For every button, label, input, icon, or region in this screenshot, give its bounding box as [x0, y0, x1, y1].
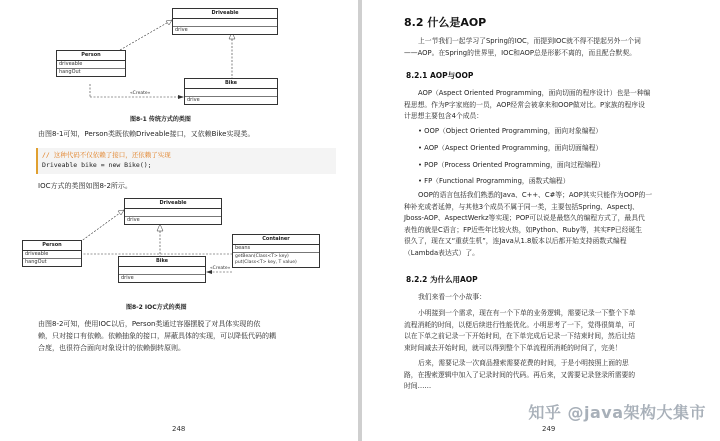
paradigms-paragraph — [404, 190, 696, 259]
fig2-driveable-ops: drive — [127, 217, 140, 223]
story2-line: 路，在搜索逻辑中加入了记录时间的代码。再后来，又需要记录登录所需要的 — [404, 370, 636, 379]
fig1-driveable-title: Driveable — [173, 9, 277, 19]
intro-paragraph — [404, 36, 696, 59]
fig2-container-box — [232, 234, 320, 268]
paradigms-line: 种补充或者延伸，与其他3个成员不属于同一类，主要包括Spring、AspectJ、 — [404, 202, 639, 211]
paradigms-line: Jboss-AOP、AspectWerkz等实现；POP可以说是最悠久的编程方式了，最具代 — [404, 214, 645, 222]
page-number-left: 248 — [172, 425, 186, 433]
fig2-driveable-title: Driveable — [125, 199, 221, 209]
story-intro — [404, 292, 696, 304]
fig2-container-ops — [233, 253, 319, 267]
aop-line: 程思想。作为P字家庭的一员，AOP经常会被拿来和OOP做对比。P家族的程序设 — [404, 100, 645, 109]
subsection-why-aop: 8.2.2 为什么用AOP — [406, 275, 478, 284]
aop-line: AOP（Aspect Oriented Programming，面向切面的程序设计）也是一种编 — [418, 89, 651, 97]
fig1-person-title: Person — [57, 51, 125, 61]
section-title: 8.2 什么是AOP — [404, 16, 487, 29]
bullet-pop: • POP（Process Oriented Programming，面向过程编程） — [418, 161, 605, 169]
right-page — [362, 0, 720, 441]
story1-line: 束时间减去开始时间，就可以得到整个下单流程所消耗的时间了，完美！ — [404, 343, 622, 352]
fig1-create-label: «Create» — [130, 91, 151, 96]
code-comment: // 这种代码不仅依赖了接口，还依赖了实现 — [42, 151, 171, 159]
story1-line: 流程消耗的时间，以便后续进行性能优化。小明思考了一下，觉得很简单，可 — [404, 320, 636, 329]
paradigms-line: OOP的语言包括我们熟悉的Java、C++、C#等；AOP其实只能作为OOP的一 — [418, 191, 653, 199]
para-ioc-intro: IOC方式的类图如图8-2所示。 — [38, 182, 132, 190]
fig2-person-ops: hangOut — [25, 259, 47, 265]
fig2-person-attr: driveable — [23, 251, 81, 259]
fig2-bike-title: Bike — [119, 257, 205, 267]
fig1-bike-title: Bike — [185, 79, 277, 89]
para-ioc-conclusion-line: 赖，只对接口有依赖。依赖抽象的接口，屏蔽具体的实现，可以降低代码的耦 — [38, 332, 276, 340]
fig2-person-title: Person — [23, 241, 81, 251]
paradigms-line: 很久了，现在又“重获生机”，连Java从1.8版本以后都开始支持函数式编程 — [404, 237, 627, 245]
paradigms-line: （Lambda表达式）了。 — [404, 248, 479, 257]
fig1-person-ops: hangOut — [59, 69, 81, 75]
aop-line: 计思想主要包含4个成员： — [404, 112, 484, 120]
fig2-container-op-put: put(Class<T> key, T value) — [235, 260, 297, 265]
para-ioc-conclusion — [38, 318, 348, 354]
subsection-aop-oop: 8.2.1 AOP与OOP — [406, 71, 474, 80]
bullet-fp: • FP（Functional Programming，函数式编程） — [418, 177, 570, 185]
para-ioc-conclusion-line: 合度，也很符合面向对象设计的依赖倒转原则。 — [38, 344, 185, 352]
story-intro-line: 我们来看一个小故事： — [418, 293, 486, 301]
story-paragraph-1 — [404, 308, 696, 354]
aop-definition-paragraph — [404, 88, 696, 123]
fig1-driveable-box — [172, 8, 278, 35]
story2-line: 后来，需要记录一次商品搜索需要花费的时间，于是小明按照上面的思 — [418, 359, 629, 367]
fig1-caption: 图8-1 传统方式的类图 — [130, 116, 191, 123]
story1-line: 以在下单之前记录一下开始时间，在下单完成后记录一下结束时间，然后让结 — [404, 332, 636, 340]
fig1-person-box — [56, 50, 126, 77]
fig1-bike-ops: drive — [187, 97, 200, 103]
fig2-caption: 图8-2 IOC方式的类图 — [126, 304, 187, 311]
fig2-person-box — [22, 240, 82, 267]
para-ioc-conclusion-line: 由图8-2可知，使用IOC以后，Person类通过容器摆脱了对具体实现的依 — [38, 320, 261, 328]
bullet-oop: • OOP（Object Oriented Programming，面向对象编程） — [418, 127, 603, 135]
fig2-bike-ops: drive — [121, 275, 134, 281]
story1-line: 小明接到一个需求，现在有一个下单的业务逻辑，需要记录一下整个下单 — [418, 309, 636, 317]
fig1-driveable-ops: drive — [175, 27, 188, 33]
code-line: Driveable bike = new Bike(); — [42, 161, 152, 169]
code-block — [36, 148, 336, 174]
fig2-container-op-get: getBean(Class<T> key) — [235, 254, 289, 259]
fig2-bike-box — [118, 256, 206, 283]
para-fig1-desc: 由图8-1可知，Person类既依赖Driveable接口，又依赖Bike实现类。 — [38, 130, 255, 138]
fig2-container-attr: beans — [233, 245, 319, 253]
fig2-create-label: «Create» — [210, 266, 231, 271]
story-paragraph-2 — [404, 358, 696, 393]
paradigms-line: 表性的就是C语言；FP近些年比较火热，如Python、Ruby等，其实FP已经诞生 — [404, 225, 643, 234]
fig1-bike-box — [184, 78, 278, 105]
bullet-aop: • AOP（Aspect Oriented Programming，面向切面编程） — [418, 144, 603, 152]
zhihu-watermark: 知乎 @java架构大集市 — [528, 403, 706, 422]
intro-line: 上一节我们一起学习了Spring的IOC，而提到IOC就不得不提起另外一个词 — [418, 37, 641, 45]
story2-line: 时间…… — [404, 382, 432, 390]
fig2-container-title: Container — [233, 235, 319, 245]
page-number-right: 249 — [542, 425, 556, 433]
fig1-person-attr: driveable — [57, 61, 125, 69]
fig2-driveable-box — [124, 198, 222, 225]
left-page — [0, 0, 358, 441]
intro-line: ——AOP。在Spring的世界里，IOC和AOP总是形影不离的，而且配合默契。 — [404, 48, 636, 57]
